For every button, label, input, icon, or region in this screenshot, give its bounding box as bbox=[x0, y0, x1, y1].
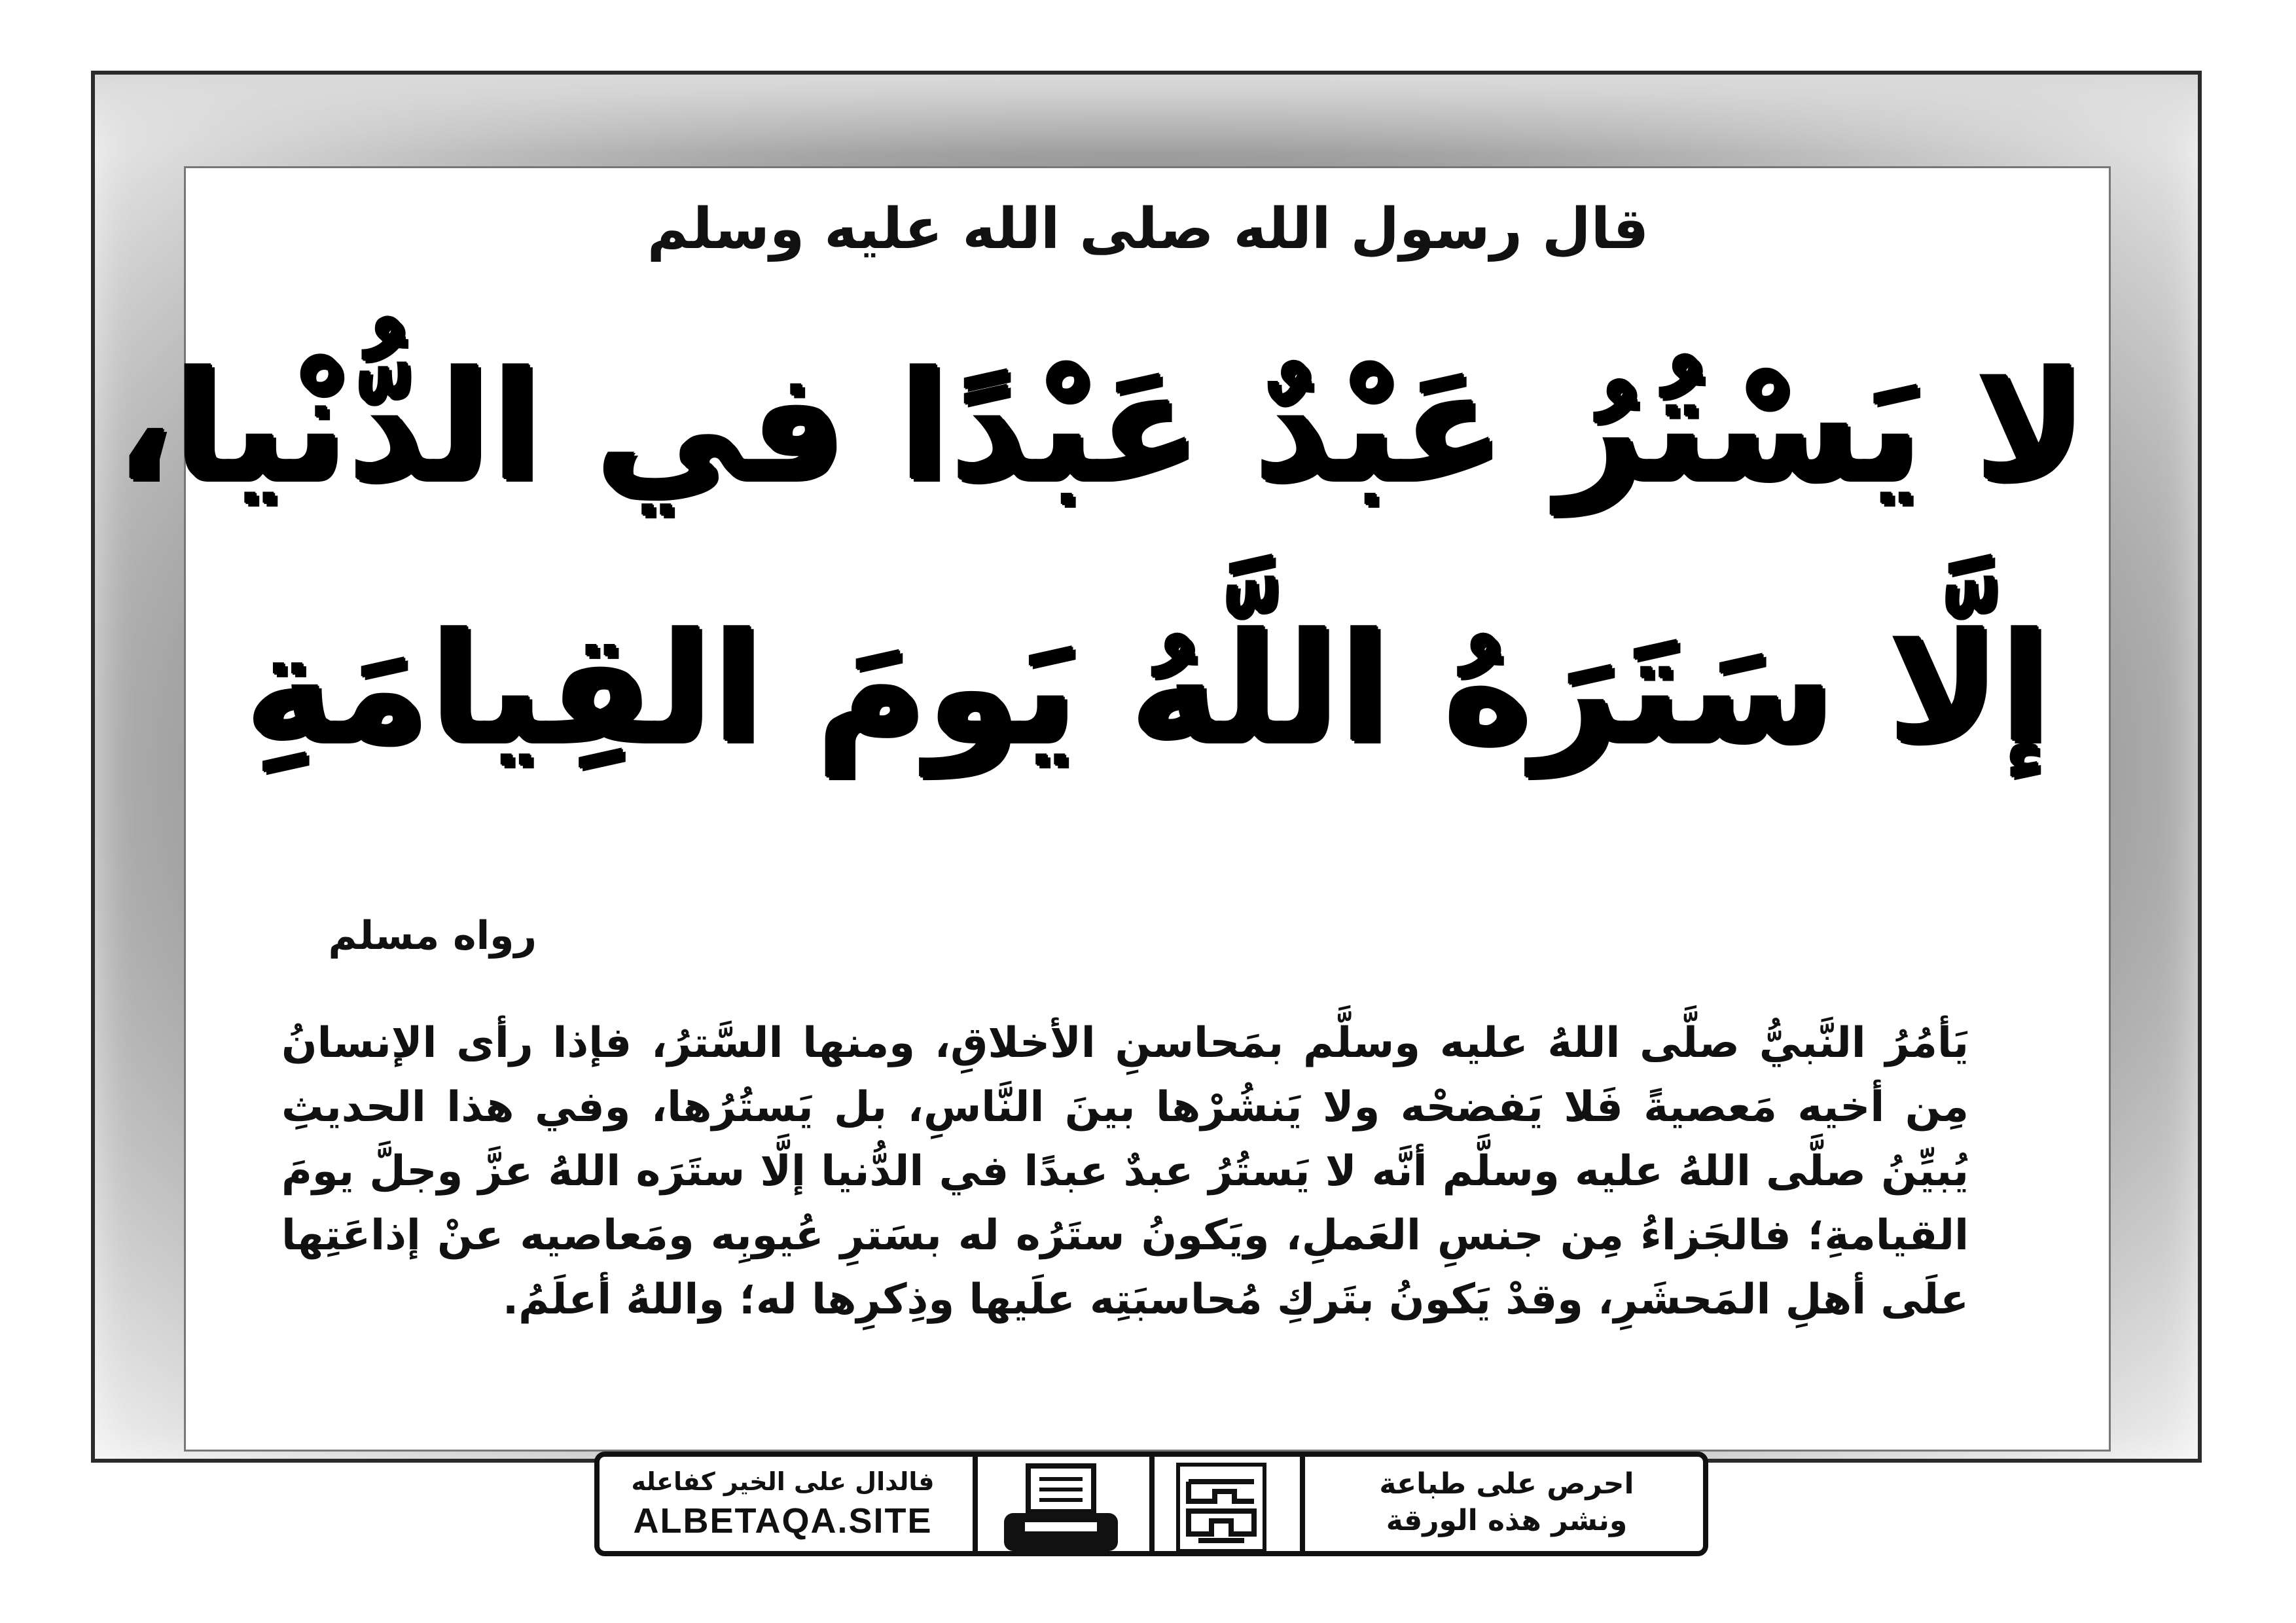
footer-cta-line-1: احرص على طباعة bbox=[1379, 1467, 1634, 1501]
footer-site-block bbox=[613, 1463, 953, 1548]
printer-icon bbox=[999, 1462, 1123, 1554]
hadith-text-line-1: لا يَسْتُرُ عَبْدٌ عَبْدًا في الدُّنْيا، bbox=[116, 340, 2087, 515]
frame-highlight bbox=[95, 75, 2198, 153]
footer-tagline: فالدال على الخير كفاعله bbox=[631, 1467, 935, 1496]
footer-cta-line-2: ونشر هذه الورقة bbox=[1386, 1504, 1628, 1537]
dawat-alwaraqa-logo bbox=[1175, 1462, 1267, 1554]
explanation-paragraph: يَأمُرُ النَّبيُّ صلَّى اللهُ عليه وسلَّم بمَحاسنِ الأخلاقِ، ومنها السَّترُ، فإذا رأى الإنسانُ مِن أخيه مَعصيةً فَلا يَفضحْه ولا يَنشُرْها بينَ النَّاسِ، بل يَستُرُها، وفي هذا الحديثِ يُبيِّنُ صلَّى اللهُ عليه وسلَّم أنَّه لا يَستُرُ عبدٌ عبدًا في الدُّنيا إلَّا ستَرَه اللهُ عزَّ وجلَّ يومَ القيامةِ؛ فالجَزاءُ مِن جنسِ العَملِ، ويَكونُ ستَرُه له بسَترِ عُيوبِه ومَعاصيه عنْ إذاعَتِها علَى أهلِ المَحشَرِ، وقدْ يَكونُ بتَركِ مُحاسبَتِه علَيها وذِكرِها له؛ واللهُ أعلَمُ. bbox=[281, 1019, 1969, 1324]
hadith-text-line-2: إلَّا سَتَرَهُ اللَّهُ يَومَ القِيامَةِ bbox=[245, 602, 2051, 777]
hadith-source: رواه مسلم bbox=[328, 913, 537, 959]
hadith-intro: قال رسول الله صلى الله عليه وسلم bbox=[647, 196, 1649, 262]
footer-site-link[interactable]: ALBETAQA.SITE bbox=[633, 1501, 933, 1541]
footer-divider bbox=[973, 1457, 978, 1551]
footer-banner bbox=[594, 1452, 1708, 1556]
footer-divider bbox=[1300, 1457, 1305, 1551]
footer-cta bbox=[1323, 1466, 1690, 1539]
footer-divider bbox=[1149, 1457, 1155, 1551]
